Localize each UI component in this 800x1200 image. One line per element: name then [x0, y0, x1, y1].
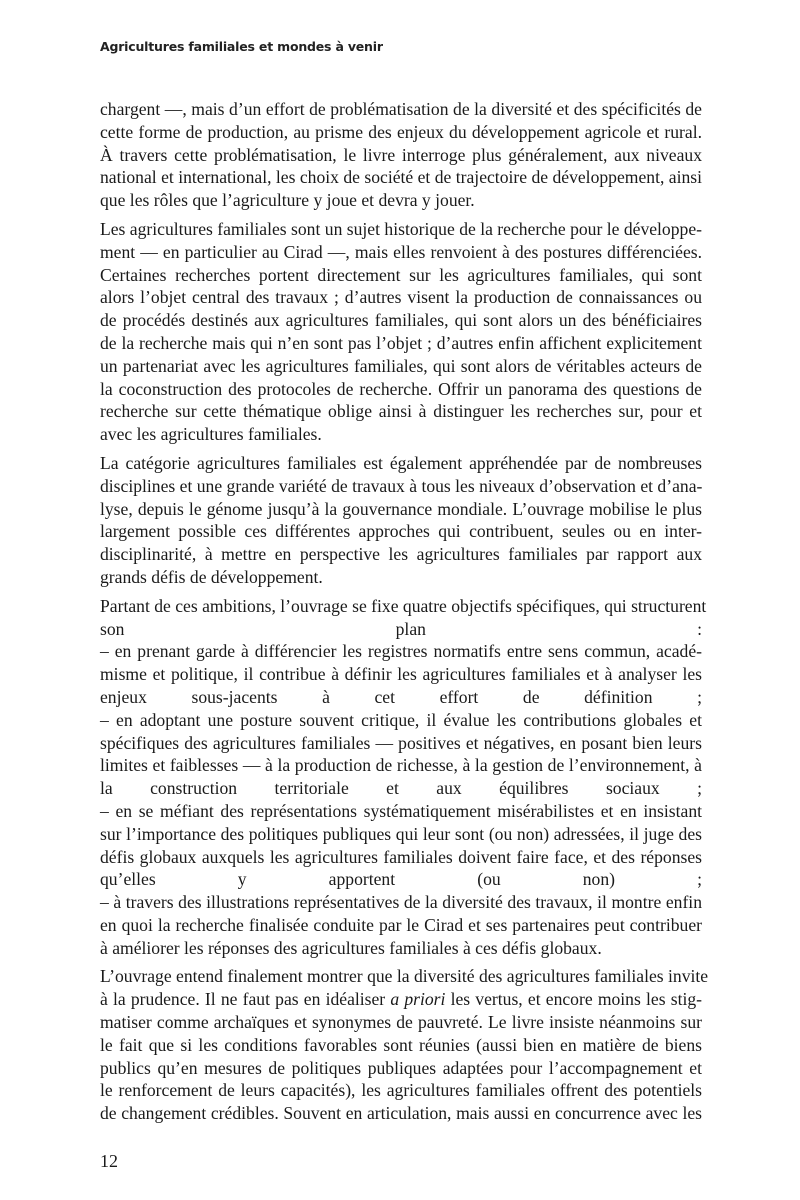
text-line: ment — en particulier au Cirad —, mais elles renvoient à des postures différenciées.: [100, 241, 702, 262]
text-line: misme et politique, il contribue à définir les agricultures familiales et à analyser les: [100, 664, 702, 685]
text-line: Partant de ces ambitions, l’ouvrage se fixe quatre objectifs spécifiques, qui structurent: [100, 595, 707, 616]
text-line: [100, 988, 702, 1011]
paragraph: [100, 218, 702, 446]
text-line: disciplinarité, à mettre en perspective les agricultures familiales par rapport aux: [100, 544, 702, 565]
text-line: publics qu’en mesures de politiques publiques adaptées pour l’accompagnement et: [100, 1057, 702, 1078]
running-header: Agricultures familiales et mondes à venir: [100, 39, 383, 54]
text-line: national et international, les choix de société et de trajectoire de développement, ainsi: [100, 167, 702, 188]
text-line: de changement crédibles. Souvent en articulation, mais aussi en concurrence avec les: [100, 1103, 702, 1124]
text-line: – en adoptant une posture souvent critique, il évalue les contributions globales et: [100, 709, 702, 730]
text-line: L’ouvrage entend finalement montrer que la diversité des agricultures familiales invite: [100, 966, 709, 987]
text-line: sur l’importance des politiques publiques qui leur sont (ou non) adressées, il juge des: [100, 823, 702, 844]
paragraph: [100, 965, 709, 1125]
paragraph: [100, 98, 702, 212]
text-line: la construction territoriale et aux équilibres sociaux ;: [100, 778, 702, 799]
text-line: lyse, depuis le génome jusqu’à la gouvernance mondiale. L’ouvrage mobilise le plus: [100, 498, 702, 519]
text-line: que les rôles que l’agriculture y joue et devra y jouer.: [100, 190, 475, 211]
text-line: Certaines recherches portent directement sur les agricultures familiales, qui sont: [100, 264, 702, 285]
italic-text: a priori: [390, 989, 446, 1010]
text-line: le renforcement de leurs capacités), les agricultures familiales offrent des potentiels: [100, 1080, 702, 1101]
text-line: qu’elles y apportent (ou non) ;: [100, 869, 702, 890]
text-segment: les vertus, et encore moins les stig-: [445, 989, 703, 1010]
text-line: recherche sur cette thématique oblige ainsi à distinguer les recherches sur, pour et: [100, 401, 702, 422]
text-line: cette forme de production, au prisme des enjeux du développement agricole et rural.: [100, 121, 702, 142]
text-line: enjeux sous-jacents à cet effort de définition ;: [100, 686, 702, 707]
text-line: spécifiques des agricultures familiales — positives et négatives, en posant bien leurs: [100, 732, 702, 753]
text-line: limites et faiblesses — à la production de richesse, à la gestion de l’environnement, à: [100, 755, 702, 776]
text-line: grands défis de développement.: [100, 566, 323, 587]
text-line: chargent —, mais d’un effort de problématisation de la diversité et des spécificités de: [100, 99, 702, 119]
text-line: largement possible ces différentes approches qui contribuent, seules ou en inter-: [100, 521, 702, 542]
paragraph: [100, 452, 702, 589]
text-line: à améliorer les réponses des agricultures familiales à ces défis globaux.: [100, 937, 602, 958]
paragraph: [100, 595, 707, 960]
body-text: [100, 98, 709, 1131]
text-segment: à la prudence. Il ne faut pas en idéaliser: [100, 989, 391, 1010]
text-line: disciplines et une grande variété de travaux à tous les niveaux d’observation et d’ana-: [100, 475, 703, 496]
text-line: de la recherche mais qui n’en sont pas l’objet ; d’autres enfin affichent explicitement: [100, 332, 702, 353]
text-line: en quoi la recherche finalisée conduite par le Cirad et ses partenaires peut contribuer: [100, 914, 702, 935]
text-line: matiser comme archaïques et synonymes de pauvreté. Le livre insiste néanmoins sur: [100, 1012, 702, 1033]
text-line: son plan :: [100, 618, 702, 639]
text-line: – en se méfiant des représentations systématiquement misérabilistes et en insistant: [100, 800, 702, 821]
text-line: un partenariat avec les agricultures familiales, qui sont alors de véritables acteurs de: [100, 355, 702, 376]
page-number: 12: [100, 1151, 118, 1171]
text-line: alors l’objet central des travaux ; d’autres visent la production de connaissances ou: [100, 287, 702, 308]
text-line: – en prenant garde à différencier les registres normatifs entre sens commun, acadé-: [100, 641, 702, 662]
text-line: À travers cette problématisation, le livre interroge plus généralement, aux niveaux: [100, 144, 702, 165]
text-line: – à travers des illustrations représentatives de la diversité des travaux, il montre enfin: [100, 892, 702, 913]
text-line: de procédés destinés aux agricultures familiales, qui sont alors un des bénéficiaires: [100, 310, 702, 331]
text-line: défis globaux auxquels les agricultures familiales doivent faire face, et des réponses: [100, 846, 702, 867]
text-line: le fait que si les conditions favorables sont réunies (aussi bien en matière de biens: [100, 1034, 702, 1055]
text-line: Les agricultures familiales sont un sujet historique de la recherche pour le développe-: [100, 218, 702, 239]
text-line: avec les agricultures familiales.: [100, 424, 322, 445]
text-line: la coconstruction des protocoles de recherche. Offrir un panorama des questions de: [100, 378, 702, 399]
text-line: La catégorie agricultures familiales est également appréhendée par de nombreuses: [100, 452, 702, 473]
